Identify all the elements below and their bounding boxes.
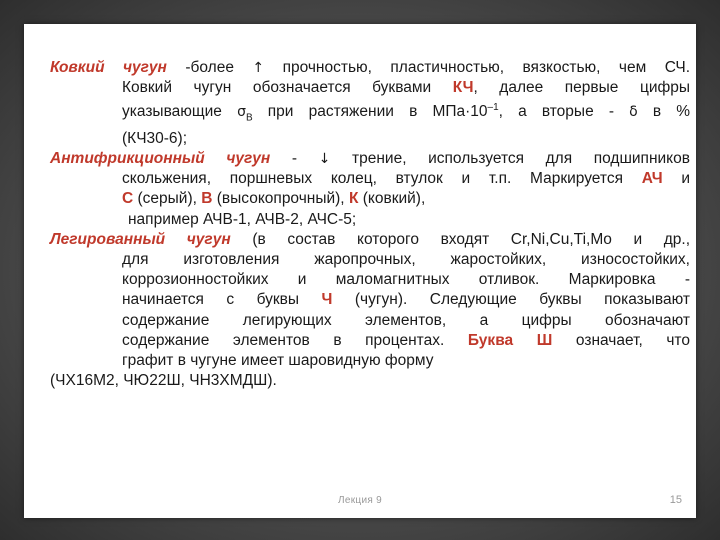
mark-v: В bbox=[201, 190, 213, 208]
text-line bbox=[50, 169, 690, 189]
text-span: (ковкий), bbox=[362, 190, 426, 208]
paragraph-kovkiy bbox=[50, 58, 690, 149]
text-line: для изготовления жаропрочных, жаростойких, износостойких, bbox=[122, 251, 690, 269]
text-line bbox=[50, 189, 690, 209]
mark-bukva-sh: Буква Ш bbox=[467, 331, 553, 349]
paragraph-antifriction bbox=[50, 149, 690, 230]
slide-content bbox=[50, 58, 690, 392]
term-legirovanny-chugun: Легированный чугун bbox=[50, 230, 231, 248]
sigma-subscript: В bbox=[245, 112, 253, 124]
term-kovkiy-chugun: Ковкий чугун bbox=[50, 59, 167, 76]
text-span: Ковкий чугун обозначается буквами bbox=[122, 79, 432, 97]
text-span: указывающие bbox=[122, 103, 222, 121]
text-line bbox=[50, 331, 690, 351]
text-span: (высокопрочный), bbox=[216, 190, 345, 208]
text-line bbox=[50, 78, 690, 98]
paragraph-legirovanny bbox=[50, 230, 690, 392]
text-line bbox=[50, 230, 690, 250]
slide bbox=[24, 24, 696, 518]
text-span: и bbox=[681, 170, 690, 188]
text-span: в % bbox=[652, 103, 691, 121]
up-arrow-icon: ↑ bbox=[252, 60, 265, 76]
text-line: например АЧВ-1, АЧВ-2, АЧС-5; bbox=[128, 210, 357, 228]
delta-symbol: δ bbox=[629, 104, 638, 121]
footer-lecture: Лекция 9 bbox=[338, 495, 382, 506]
text-span: (в состав которого входят Cr,Ni,Cu,Ti,Mo и др., bbox=[252, 230, 691, 248]
text-span: , далее первые цифры bbox=[473, 79, 690, 97]
text-span: - bbox=[291, 150, 298, 168]
text-span: означает, что bbox=[575, 331, 690, 349]
text-line bbox=[50, 58, 690, 78]
text-line: (КЧ30-6); bbox=[122, 129, 188, 147]
text-line: содержание легирующих элементов, а цифры обозначают bbox=[122, 311, 690, 329]
sigma-symbol: σ bbox=[237, 104, 246, 121]
text-span: начинается с буквы bbox=[122, 291, 300, 309]
text-span: -более bbox=[185, 59, 234, 76]
text-line: коррозионностойких и маломагнитных отливок. Маркировка - bbox=[122, 271, 690, 289]
text-span: при растяжении в МПа·10 bbox=[267, 103, 488, 121]
term-antifriction-chugun: Антифрикционный чугун bbox=[50, 150, 271, 168]
text-line bbox=[50, 98, 690, 128]
text-span: (чугун). Следующие буквы показывают bbox=[354, 291, 690, 309]
text-line bbox=[50, 290, 690, 310]
mark-k: К bbox=[348, 190, 359, 208]
mark-ch: Ч bbox=[321, 291, 333, 309]
slide-number: 15 bbox=[669, 494, 682, 506]
text-line bbox=[50, 149, 690, 169]
text-span: (серый), bbox=[137, 190, 197, 208]
text-span: , а вторые - bbox=[498, 103, 614, 121]
mark-kch: КЧ bbox=[452, 79, 474, 97]
text-line: графит в чугуне имеет шаровидную форму bbox=[122, 352, 434, 370]
mark-c: С bbox=[122, 190, 134, 208]
exponent: –1 bbox=[487, 102, 499, 114]
text-span: прочностью, пластичностью, вязкостью, чем СЧ. bbox=[282, 59, 691, 76]
mark-ach: АЧ bbox=[641, 170, 663, 188]
down-arrow-icon: ↓ bbox=[318, 151, 331, 168]
text-span: содержание элементов в процентах. bbox=[122, 331, 445, 349]
text-span: трение, используется для подшипников bbox=[352, 150, 690, 168]
text-span: скольжения, поршневых колец, втулок и т.п. Маркируется bbox=[122, 170, 623, 188]
text-line: (ЧХ16М2, ЧЮ22Ш, ЧН3ХМДШ). bbox=[50, 372, 277, 390]
